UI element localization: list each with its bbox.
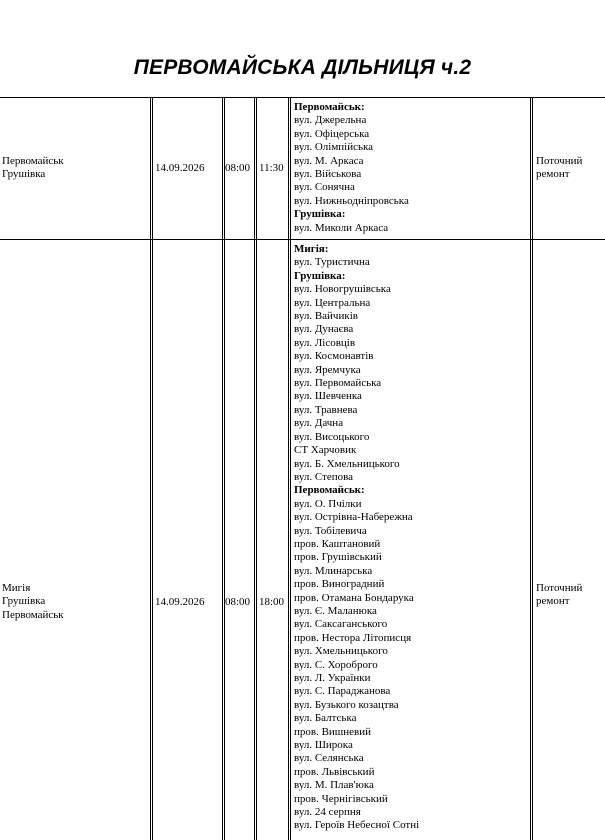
- street-item: вул. Лісовців: [294, 336, 356, 349]
- start-time-cell: 08:00: [225, 596, 251, 608]
- settlement-heading: Первомайськ:: [294, 101, 365, 113]
- street-item: вул. Нижньодніпровська: [294, 194, 409, 207]
- end-time-cell: 11:30: [259, 162, 284, 174]
- table-row: [0, 98, 605, 240]
- column-divider: [290, 240, 291, 840]
- cell-line: Первомайськ: [2, 608, 64, 621]
- column-divider: [150, 240, 151, 840]
- settlement-heading: Грушівка:: [294, 208, 346, 221]
- street-item: вул. Є. Маланюка: [294, 604, 377, 617]
- street-item: вул. Степова: [294, 470, 354, 483]
- start-time-cell: 08:00: [225, 162, 251, 174]
- street-item: СТ Харчовик: [294, 444, 357, 457]
- streets-cell: [294, 101, 528, 235]
- column-divider: [532, 240, 533, 840]
- cell-line: ремонт: [536, 595, 570, 608]
- street-item: вул. Шевченка: [294, 390, 362, 403]
- end-time-cell: 18:00: [259, 596, 285, 608]
- street-item: вул. Широка: [294, 739, 353, 752]
- street-item: пров. Грушівський: [294, 551, 382, 564]
- street-item: вул. Острівна-Набережна: [294, 511, 413, 524]
- street-item: вул. Б. Хмельницького: [294, 457, 400, 470]
- column-divider: [290, 98, 291, 239]
- street-item: вул. Миколи Аркаса: [294, 221, 389, 234]
- street-item: вул. Вайчиків: [294, 310, 358, 323]
- table-row: [0, 240, 605, 840]
- street-item: вул. Саксаганського: [294, 618, 388, 631]
- column-divider: [224, 240, 225, 840]
- street-item: вул. О. Пчілки: [294, 497, 362, 510]
- column-divider: [530, 98, 531, 239]
- column-divider: [532, 98, 533, 239]
- street-item: вул. М. Плав'юка: [294, 779, 374, 792]
- settlement-heading: Грушівка:: [294, 269, 346, 282]
- street-item: вул. М. Аркаса: [294, 154, 364, 167]
- street-item: вул. Хмельницького: [294, 645, 388, 658]
- street-item: вул. Млинарська: [294, 564, 373, 577]
- street-item: вул. С. Параджанова: [294, 685, 391, 698]
- street-item: вул. Центральна: [294, 296, 371, 309]
- work-type-cell: [536, 155, 604, 182]
- street-item: вул. Новогрушівська: [294, 283, 391, 296]
- street-item: пров. Вишневий: [294, 725, 372, 738]
- street-item: вул. С. Хороброго: [294, 658, 378, 671]
- settlements-cell: [2, 155, 148, 182]
- page-title: ПЕРВОМАЙСЬКА ДІЛЬНИЦЯ ч.2: [133, 56, 472, 79]
- cell-line: Грушівка: [2, 168, 46, 181]
- street-item: вул. Висоцького: [294, 430, 370, 443]
- street-item: вул. Джерельна: [294, 114, 367, 127]
- street-item: пров. Львівський: [294, 765, 375, 778]
- street-item: вул. Селянська: [294, 752, 364, 765]
- street-item: вул. Первомайська: [294, 377, 382, 390]
- settlement-heading: Первомайськ:: [294, 484, 365, 497]
- street-item: вул. Військова: [294, 168, 362, 181]
- cell-line: Поточний: [536, 582, 583, 594]
- street-item: вул. Дачна: [294, 417, 344, 430]
- street-item: пров. Каштановий: [294, 537, 381, 550]
- street-item: пров. Чернігівський: [294, 792, 388, 805]
- column-divider: [150, 98, 151, 239]
- street-item: вул. Тобілевича: [294, 524, 367, 537]
- date-cell: 14.09.2026: [155, 162, 205, 174]
- street-item: пров. Виноградний: [294, 578, 385, 591]
- street-item: вул. Космонавтів: [294, 350, 374, 363]
- street-item: вул. Офіцерська: [294, 127, 370, 140]
- cell-line: ремонт: [536, 168, 570, 181]
- street-item: вул. Бузького козацтва: [294, 698, 399, 711]
- settlements-cell: [2, 582, 148, 622]
- outage-schedule-table: [0, 97, 605, 840]
- column-divider: [222, 240, 223, 840]
- column-divider: [254, 240, 255, 840]
- work-type-cell: [536, 582, 604, 609]
- street-item: вул. Героїв Небесної Сотні: [294, 819, 420, 832]
- street-item: вул. Л. Українки: [294, 672, 371, 684]
- column-divider: [222, 98, 223, 239]
- settlement-heading: Мигія:: [294, 243, 329, 255]
- column-divider: [152, 98, 153, 239]
- street-item: вул. Туристична: [294, 256, 370, 269]
- street-item: вул. Яремчука: [294, 363, 361, 376]
- column-divider: [152, 240, 153, 840]
- cell-line: Поточний: [536, 155, 583, 167]
- streets-cell: [294, 243, 528, 833]
- column-divider: [256, 98, 257, 239]
- street-item: вул. Травнева: [294, 403, 358, 416]
- street-item: пров. Отамана Бондарука: [294, 591, 414, 604]
- street-item: вул. Дунаєва: [294, 323, 354, 336]
- street-item: вул. Олімпійська: [294, 141, 374, 154]
- column-divider: [256, 240, 257, 840]
- column-divider: [530, 240, 531, 840]
- date-cell: 14.09.2026: [155, 596, 205, 608]
- cell-line: Первомайськ: [2, 155, 64, 167]
- column-divider: [288, 240, 289, 840]
- street-item: вул. 24 серпня: [294, 806, 361, 819]
- street-item: вул. Балтська: [294, 712, 357, 725]
- street-item: пров. Нестора Літописця: [294, 631, 412, 644]
- cell-line: Грушівка: [2, 595, 46, 608]
- cell-line: Мигія: [2, 582, 31, 594]
- street-item: вул. Сонячна: [294, 181, 355, 194]
